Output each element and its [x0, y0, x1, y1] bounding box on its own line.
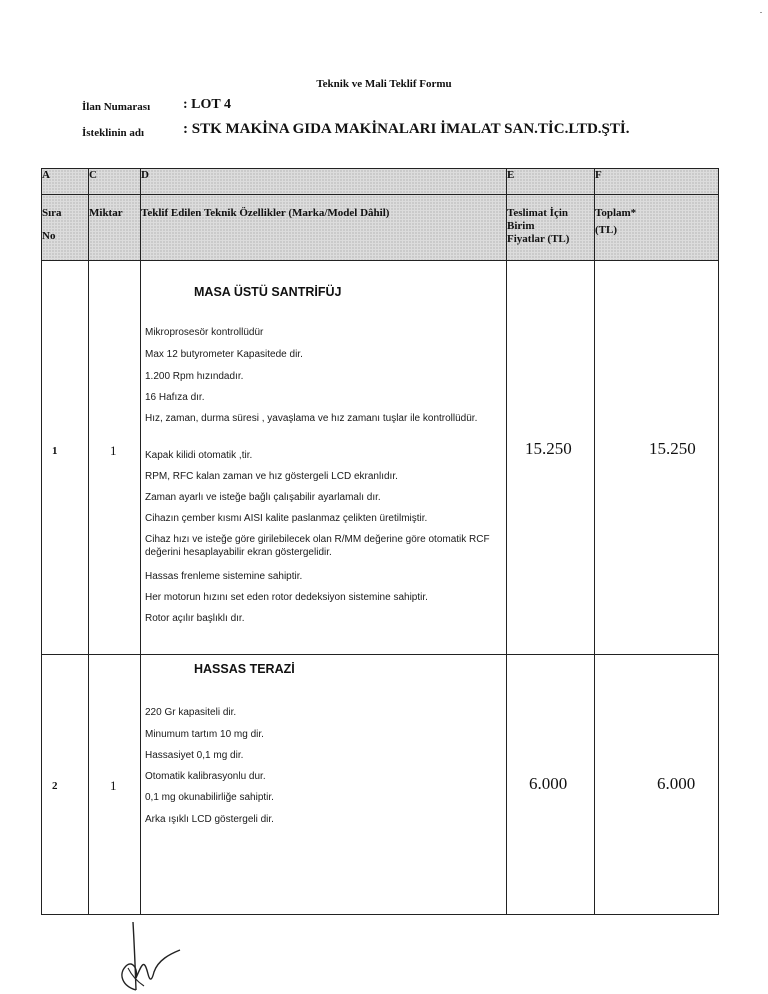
isteklinin-label: İsteklinin adı — [82, 127, 145, 139]
row2-toplam: 6.000 — [657, 774, 696, 793]
row1-spec-10: Cihaz hızı ve isteğe göre girilebilecek olan R/MM değerine göre otomatik RCF değerini hesaplayabilir ekran göstergelidir. — [145, 534, 490, 558]
col-letter-d: D — [141, 169, 507, 195]
row2-birim-cell — [507, 655, 595, 915]
col-letter-c: C — [89, 169, 141, 195]
row2-spec-1: 220 Gr kapasiteli dir. — [145, 707, 237, 718]
row1-spec-3: 1.200 Rpm hızındadır. — [145, 371, 244, 382]
row1-spec-9: Cihazın çember kısmı AISI kalite paslanmaz çelikten üretilmiştir. — [145, 513, 428, 524]
ilan-value: : LOT 4 — [183, 97, 231, 112]
row1-spec-12: Her motorun hızını set eden rotor dedeksiyon sistemine sahiptir. — [145, 592, 428, 603]
row1-spec-5: Hız, zaman, durma süresi , yavaşlama ve hız zamanı tuşlar ile kontrollüdür. — [145, 413, 478, 424]
row1-toplam-cell — [595, 261, 719, 655]
row1-miktar-cell — [89, 261, 141, 655]
row1-spec-1: Mikroprosesör kontrollüdür — [145, 327, 264, 338]
row2-spec-5: 0,1 mg okunabilirliğe sahiptir. — [145, 792, 274, 803]
header-teslimat-line3: Fiyatlar (TL) — [507, 233, 570, 245]
row1-sira: 1 — [52, 445, 58, 457]
row1-sira-cell — [42, 261, 89, 655]
header-miktar: Miktar — [89, 195, 141, 261]
row1-title: MASA ÜSTÜ SANTRİFÜJ — [194, 285, 342, 299]
header-sira: Sıra — [42, 207, 62, 219]
row1-spec-4: 16 Hafıza dır. — [145, 392, 205, 403]
col-letter-f: F — [595, 169, 719, 195]
row1-spec-2: Max 12 butyrometer Kapasitede dir. — [145, 349, 303, 360]
row2-sira: 2 — [52, 780, 58, 792]
col-letter-a: A — [42, 169, 89, 195]
row1-spec-6: Kapak kilidi otomatik ,tir. — [145, 450, 253, 461]
row2-miktar-cell — [89, 655, 141, 915]
table-row — [42, 655, 719, 915]
row1-toplam: 15.250 — [649, 439, 696, 458]
row2-title: HASSAS TERAZİ — [194, 662, 295, 676]
row1-spec-8: Zaman ayarlı ve isteğe bağlı çalışabilir ayarlamalı dır. — [145, 492, 381, 503]
row2-spec-4: Otomatik kalibrasyonlu dur. — [145, 771, 266, 782]
row1-miktar: 1 — [110, 443, 117, 458]
row2-birim: 6.000 — [529, 774, 568, 793]
column-header-row — [42, 195, 719, 261]
row1-spec-13: Rotor açılır başlıklı dır. — [145, 613, 245, 624]
ilan-label: İlan Numarası — [82, 101, 151, 113]
header-toplam-line2: (TL) — [595, 224, 617, 236]
row2-miktar: 1 — [110, 778, 117, 793]
header-toplam-line1: Toplam* — [595, 207, 637, 219]
row2-toplam-cell — [595, 655, 719, 915]
isteklinin-value: : STK MAKİNA GIDA MAKİNALARI İMALAT SAN.TİC.LTD.ŞTİ. — [183, 121, 630, 137]
row2-spec-cell — [141, 655, 507, 915]
row1-spec-7: RPM, RFC kalan zaman ve hız göstergeli LCD ekranlıdır. — [145, 471, 398, 482]
signature-mark — [108, 920, 188, 994]
row1-birim-cell — [507, 261, 595, 655]
header-no: No — [42, 230, 56, 242]
header-teslimat-line1: Teslimat İçin — [507, 207, 569, 219]
header-toplam — [595, 195, 719, 261]
row2-spec-3: Hassasiyet 0,1 mg dir. — [145, 750, 244, 761]
header-teklif: Teklif Edilen Teknik Özellikler (Marka/Model Dâhil) — [141, 195, 507, 261]
form-title: Teknik ve Mali Teklif Formu — [316, 78, 452, 90]
scan-speck — [760, 12, 762, 13]
letter-header-row — [42, 169, 719, 195]
row2-sira-cell — [42, 655, 89, 915]
header-sira-no — [42, 195, 89, 261]
row2-spec-2: Minumum tartım 10 mg dir. — [145, 729, 264, 740]
header-teslimat — [507, 195, 595, 261]
col-letter-e: E — [507, 169, 595, 195]
row1-spec-11: Hassas frenleme sistemine sahiptir. — [145, 571, 303, 582]
row1-birim: 15.250 — [525, 439, 572, 458]
header-teslimat-line2: Birim — [507, 220, 535, 232]
row2-spec-6: Arka ışıklı LCD göstergeli dir. — [145, 814, 274, 825]
